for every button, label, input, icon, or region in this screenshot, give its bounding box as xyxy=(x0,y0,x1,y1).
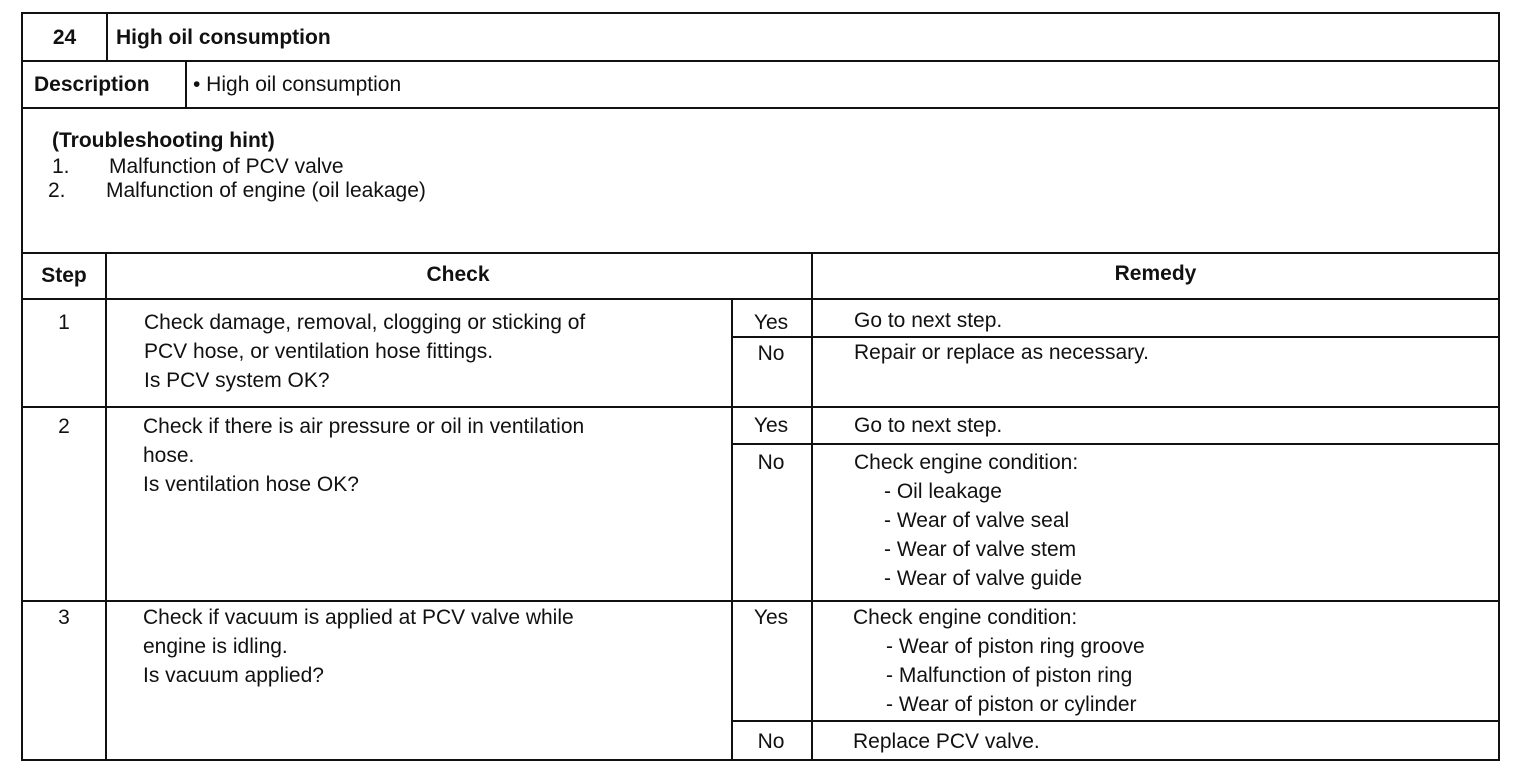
step-2-yes-remedy: Go to next step. xyxy=(854,414,1003,437)
step-1-no-remedy: Repair or replace as necessary. xyxy=(854,341,1149,364)
procedure-title: High oil consumption xyxy=(116,26,331,49)
step-2-no-remedy-line-4: - Wear of valve stem xyxy=(884,538,1077,561)
rule-step2-yes-no xyxy=(731,443,1500,445)
step-3-yes-remedy-line-2: - Wear of piston ring groove xyxy=(886,635,1145,658)
rule-step2-bottom xyxy=(23,600,1500,602)
hint-item-2-text: Malfunction of engine (oil leakage) xyxy=(106,179,426,202)
step-1-check-line-1: Check damage, removal, clogging or sticking of xyxy=(144,311,586,334)
rule-header-number-col xyxy=(106,14,108,60)
procedure-number: 24 xyxy=(52,26,77,49)
description-label: Description xyxy=(34,73,150,96)
hint-title: (Troubleshooting hint) xyxy=(52,129,275,152)
rule-step3-yes-no xyxy=(731,720,1500,722)
rule-description-bottom xyxy=(23,107,1500,109)
troubleshooting-sheet xyxy=(21,12,1500,761)
step-3-check-line-2: engine is idling. xyxy=(143,635,288,658)
step-3-check-line-3: Is vacuum applied? xyxy=(143,664,324,687)
header-remedy: Remedy xyxy=(1114,262,1197,285)
step-1-check-line-2: PCV hose, or ventilation hose fittings. xyxy=(144,340,494,363)
step-3-check-line-1: Check if vacuum is applied at PCV valve while xyxy=(143,606,574,629)
hint-item-2-num: 2. xyxy=(48,179,66,202)
step-3-number: 3 xyxy=(58,606,70,629)
step-1-number: 1 xyxy=(58,311,70,334)
step-2-check-line-1: Check if there is air pressure or oil in ventilation xyxy=(143,415,585,438)
header-check: Check xyxy=(426,263,490,286)
rule-hint-bottom xyxy=(23,252,1500,254)
step-1-yes-remedy: Go to next step. xyxy=(854,309,1003,332)
step-2-check-line-3: Is ventilation hose OK? xyxy=(143,473,359,496)
rule-remedy-col xyxy=(811,252,813,761)
step-2-no-label: No xyxy=(757,451,785,474)
step-2-no-remedy-line-5: - Wear of valve guide xyxy=(884,567,1083,590)
step-3-yes-remedy-line-1: Check engine condition: xyxy=(853,606,1078,629)
step-2-no-remedy-line-1: Check engine condition: xyxy=(854,451,1079,474)
step-2-yes-label: Yes xyxy=(753,414,789,437)
step-3-yes-remedy-line-4: - Wear of piston or cylinder xyxy=(886,693,1137,716)
hint-item-1-num: 1. xyxy=(52,155,70,178)
step-2-no-remedy-line-3: - Wear of valve seal xyxy=(884,509,1070,532)
step-1-no-label: No xyxy=(757,342,785,365)
description-text: • High oil consumption xyxy=(193,73,402,96)
step-2-check-line-2: hose. xyxy=(143,444,195,467)
rule-step1-bottom xyxy=(23,406,1500,408)
header-step: Step xyxy=(41,264,87,287)
rule-description-label-col xyxy=(185,60,187,107)
rule-header-bottom xyxy=(23,60,1500,62)
step-2-number: 2 xyxy=(58,415,70,438)
step-2-no-remedy-line-2: - Oil leakage xyxy=(884,480,1002,503)
hint-item-1-text: Malfunction of PCV valve xyxy=(109,155,344,178)
step-3-no-label: No xyxy=(757,730,785,753)
step-3-yes-remedy-line-3: - Malfunction of piston ring xyxy=(886,664,1133,687)
step-1-yes-label: Yes xyxy=(753,311,789,334)
rule-step-col xyxy=(105,252,107,761)
rule-table-header-bottom xyxy=(23,298,1500,300)
step-3-yes-label: Yes xyxy=(753,606,789,629)
step-1-check-line-3: Is PCV system OK? xyxy=(144,369,330,392)
step-3-no-remedy: Replace PCV valve. xyxy=(853,730,1040,753)
